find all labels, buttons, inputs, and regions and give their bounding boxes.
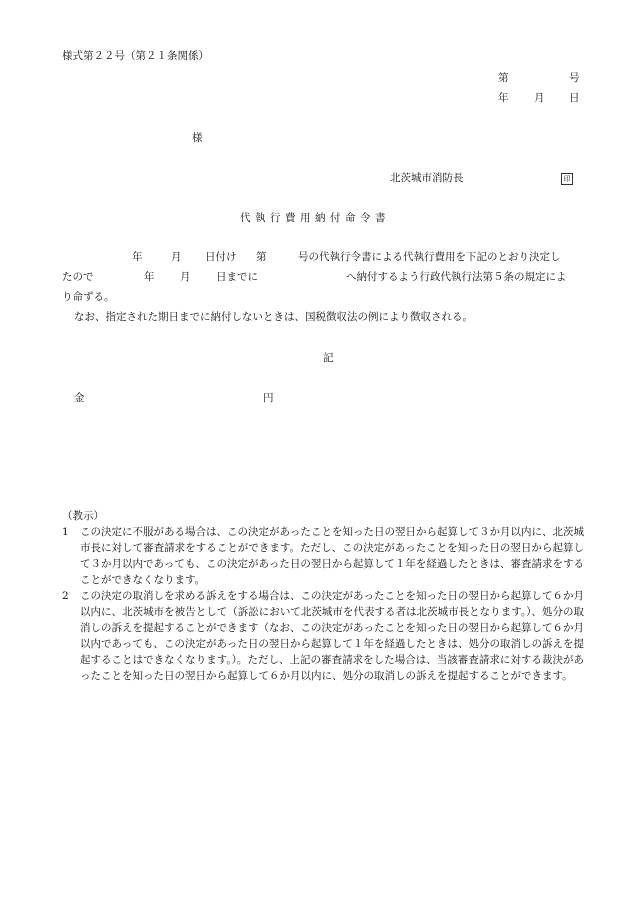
notice-item: [62, 588, 584, 684]
notice-heading: （教示）: [62, 510, 104, 522]
body-line2-start: たので: [62, 271, 94, 283]
body-line2-year: 年: [144, 271, 155, 283]
date-year: 年: [498, 92, 509, 104]
notice-heading-row: [62, 508, 584, 524]
form-header: 様式第２２号（第２１条関係）: [62, 50, 209, 62]
doc-number-suffix: 号: [569, 72, 580, 84]
body-line1-dated: 日付け: [205, 251, 237, 263]
amount-label: 金: [74, 392, 85, 404]
body-line3: り命ずる。: [62, 291, 115, 303]
seal-icon: 印: [561, 173, 573, 185]
notice-item-number: 1: [62, 526, 69, 538]
document-title: 代執行費用納付命令書: [240, 212, 390, 224]
doc-number-prefix: 第: [498, 72, 509, 84]
seal-mark: [561, 171, 573, 185]
notice-item-number: 2: [62, 590, 69, 602]
notice-item-text: この決定の取消しを求める訴えをする場合は、この決定があったことを知った日の翌日から起算して６か月以内に、北茨城市を被告として（訴訟において北茨城市を代表する者は北茨城市長となります。）、処分の取消しの訴えを提起することができます（なお、この決定があったことを知った日の翌日から起算して６か月以内であっても、この決定があった日の翌日から起算して１年を経過したときは、処分の取消しの訴えを提起することはできなくなります。）。ただし、上記の審査請求をした場合は、当該審査請求に対する裁決があったことを知った日の翌日から起算して６か月以内に、処分の取消しの訴えを提起することができます。: [80, 590, 584, 682]
amount-unit: 円: [263, 392, 274, 404]
body-line1-year: 年: [132, 251, 143, 263]
body-line1-month: 月: [171, 251, 182, 263]
body-line1-rest: 号の代執行令書による代執行費用を下記のとおり決定し: [298, 251, 561, 263]
issuer-name: 北茨城市消防長: [390, 172, 464, 184]
addressee-suffix: 様: [192, 132, 203, 144]
notice-item: [62, 524, 584, 588]
body-line1-no: 第: [256, 251, 267, 263]
body-line4: なお、指定された期日までに納付しないときは、国税徴収法の例により徴収される。: [74, 311, 473, 323]
notice-section: [62, 508, 584, 684]
ki-heading: 記: [323, 352, 334, 364]
date-month: 月: [534, 92, 545, 104]
date-day: 日: [569, 92, 580, 104]
body-line2-rest: へ納付するよう行政代執行法第５条の規定によ: [346, 271, 567, 283]
body-line2-until: 日までに: [216, 271, 258, 283]
body-line2-month: 月: [180, 271, 191, 283]
notice-item-text: この決定に不服がある場合は、この決定があったことを知った日の翌日から起算して３か月以内に、北茨城市長に対して審査請求をすることができます。ただし、この決定があったことを知った日の翌日から起算して３か月以内であっても、この決定があった日の翌日から起算して１年を経過したときは、審査請求をすることができなくなります。: [80, 526, 584, 586]
